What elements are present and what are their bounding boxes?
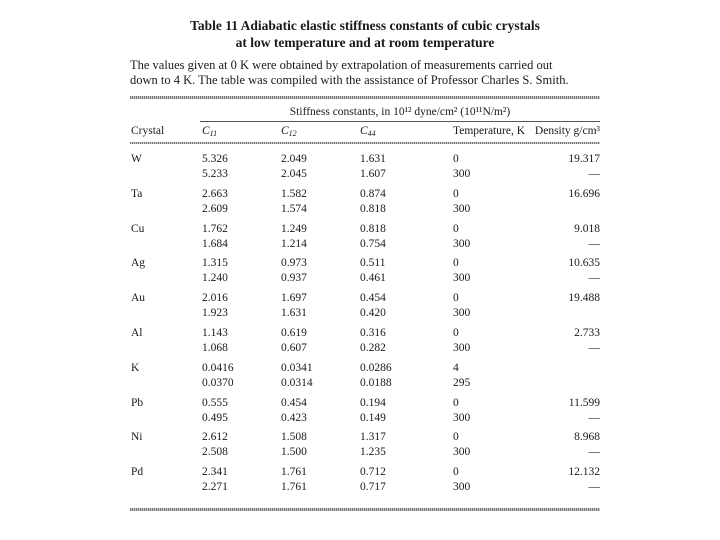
header-crystal: Crystal [131, 125, 165, 137]
table-subtitle: at low temperature and at room temperature [235, 35, 495, 50]
c11-value: 2.016 [202, 292, 228, 305]
temp-value: 300 [453, 307, 471, 320]
c44-value: 0.420 [360, 307, 386, 320]
c11-value: 2.271 [202, 481, 228, 494]
crystal-name: Cu [131, 222, 145, 235]
c44-value: 0.818 [360, 222, 386, 235]
crystal-name: K [131, 361, 140, 374]
table-title: Table 11 Adiabatic elastic stiffness constants of cubic crystals [190, 18, 540, 33]
c11-value: 2.508 [202, 446, 228, 459]
top-rule [130, 96, 600, 99]
crystal-name: Ag [131, 257, 146, 270]
crystal-name: Au [131, 292, 146, 305]
c12-value: 1.761 [281, 466, 307, 479]
temp-value: 0 [453, 466, 459, 479]
c44-value: 0.316 [360, 327, 386, 339]
density-value: 10.635 [568, 257, 600, 270]
c12-value: 1.697 [281, 292, 307, 305]
c11-value: 1.315 [202, 257, 228, 270]
c44-value: 1.317 [360, 431, 386, 444]
density-value: 8.968 [574, 431, 600, 444]
c44-value: 0.717 [360, 481, 386, 494]
c44-value: 0.461 [360, 272, 386, 285]
c12-value: 1.582 [281, 187, 307, 200]
c12-value: 1.761 [281, 481, 307, 494]
density-value: 19.317 [568, 153, 600, 165]
c11-value: 2.341 [202, 466, 228, 479]
c11-value: 1.143 [202, 327, 228, 339]
c11-value: 0.495 [202, 411, 228, 424]
c12-value: 0.607 [281, 342, 307, 354]
density-value: 12.132 [568, 466, 600, 479]
temp-value: 0 [453, 153, 459, 165]
c44-value: 0.511 [360, 257, 386, 270]
c44-value: 1.235 [360, 446, 386, 459]
temp-value: 0 [453, 431, 459, 444]
c44-value: 0.754 [360, 237, 386, 250]
density-value: 16.696 [568, 187, 600, 200]
header-temperature: Temperature, K [453, 125, 525, 137]
c44-value: 0.0286 [360, 361, 392, 374]
c12-value: 0.619 [281, 327, 307, 339]
density-value: 9.018 [574, 222, 600, 235]
c12-value: 0.973 [281, 257, 307, 270]
temp-value: 0 [453, 187, 459, 200]
c12-value: 1.214 [281, 237, 307, 250]
density-value: — [588, 446, 600, 459]
bottom-rule [130, 508, 600, 511]
header-rule [130, 142, 600, 144]
temp-value: 300 [453, 481, 471, 494]
crystal-name: Pb [131, 396, 144, 409]
density-value: — [588, 237, 600, 250]
c12-value: 0.0341 [281, 361, 313, 374]
header-c44: $C_{44}$ [360, 125, 376, 138]
density-value: — [588, 411, 600, 424]
c11-value: 1.762 [202, 222, 228, 235]
c44-value: 0.282 [360, 342, 386, 354]
c11-value: 2.609 [202, 202, 228, 215]
temp-value: 4 [453, 361, 459, 374]
crystal-name: Al [131, 327, 143, 339]
header-c11: $C_{11}$ [202, 125, 218, 138]
c12-value: 1.249 [281, 222, 307, 235]
c44-value: 0.149 [360, 411, 386, 424]
temp-value: 300 [453, 237, 471, 250]
c44-value: 0.874 [360, 187, 386, 200]
c44-value: 1.631 [360, 153, 386, 165]
c12-value: 2.045 [281, 168, 307, 180]
temp-value: 300 [453, 168, 471, 180]
c12-value: 1.500 [281, 446, 307, 459]
c11-value: 0.0370 [202, 376, 234, 389]
temp-value: 300 [453, 202, 471, 215]
c44-value: 1.607 [360, 168, 386, 180]
crystal-name: Ni [131, 431, 143, 444]
stiffness-span-header: Stiffness constants, in 10¹² dyne/cm² (10¹¹N/m²) [289, 106, 511, 118]
c11-value: 0.0416 [202, 361, 234, 374]
c12-value: 0.454 [281, 396, 307, 409]
c12-value: 1.631 [281, 307, 307, 320]
temp-value: 300 [453, 411, 471, 424]
density-value: — [588, 168, 600, 180]
header-c12: $C_{12}$ [281, 125, 297, 138]
c12-value: 0.423 [281, 411, 307, 424]
temp-value: 0 [453, 396, 459, 409]
span-header-underline [200, 121, 600, 122]
temp-value: 300 [453, 446, 471, 459]
crystal-name: Ta [131, 187, 143, 200]
header-density: Density g/cm³ [534, 125, 600, 137]
c11-value: 5.326 [202, 153, 228, 165]
c44-value: 0.194 [360, 396, 386, 409]
c44-value: 0.454 [360, 292, 386, 305]
c12-value: 2.049 [281, 153, 307, 165]
temp-value: 0 [453, 257, 459, 270]
c11-value: 1.068 [202, 342, 228, 354]
c11-value: 1.240 [202, 272, 228, 285]
intro-text-line-1: The values given at 0 K were obtained by extrapolation of measurements carried out [130, 58, 553, 72]
density-value: — [588, 272, 600, 285]
c11-value: 0.555 [202, 396, 228, 409]
temp-value: 0 [453, 292, 459, 305]
temp-value: 295 [453, 376, 471, 389]
density-value: — [588, 342, 600, 354]
c11-value: 1.684 [202, 237, 228, 250]
c11-value: 2.612 [202, 431, 228, 444]
c12-value: 1.508 [281, 431, 307, 444]
c44-value: 0.0188 [360, 376, 392, 389]
temp-value: 300 [453, 342, 471, 354]
crystal-name: Pd [131, 466, 144, 479]
density-value: 19.488 [568, 292, 600, 305]
c12-value: 0.0314 [281, 376, 313, 389]
crystal-name: W [131, 153, 142, 165]
c12-value: 0.937 [281, 272, 307, 285]
temp-value: 0 [453, 222, 459, 235]
temp-value: 300 [453, 272, 471, 285]
intro-text-line-2: down to 4 K. The table was compiled with the assistance of Professor Charles S. Smith. [130, 73, 569, 87]
density-value: 11.599 [568, 396, 600, 409]
density-value: — [588, 481, 600, 494]
density-value: 2.733 [574, 327, 600, 339]
c44-value: 0.818 [360, 202, 386, 215]
c12-value: 1.574 [281, 202, 307, 215]
c11-value: 1.923 [202, 307, 228, 320]
temp-value: 0 [453, 327, 459, 339]
c11-value: 5.233 [202, 168, 228, 180]
c11-value: 2.663 [202, 187, 228, 200]
c44-value: 0.712 [360, 466, 386, 479]
